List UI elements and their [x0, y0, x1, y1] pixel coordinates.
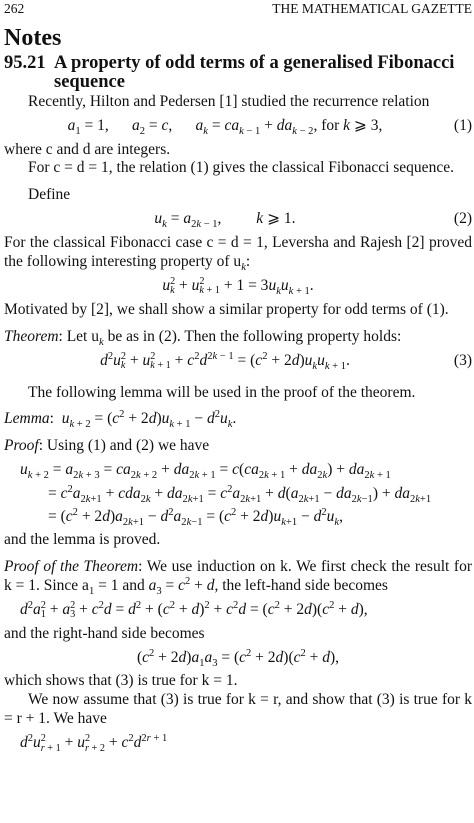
induction-equation: $d^2u$ 2 r + 1 + u 2 r + 2 + $c^2d^{2r + 1}$	[20, 733, 168, 754]
leversha-property: u 2 k + u 2 k + 1 + $1 = 3u_ku_{k + 1}$.	[162, 276, 314, 298]
proof-statement: Proof: Using (1) and (2) we have	[4, 437, 210, 455]
section-heading: Notes	[4, 25, 62, 52]
equation-2: $u_k = a_{2k - 1}$, k ⩾ 1. (2)	[154, 210, 472, 231]
lemma-statement: Lemma: $u_{k + 2} = (c^2 + 2d)u_{k + 1} - d^2u_k$.	[4, 409, 237, 431]
proof-label: Proof	[4, 437, 39, 455]
note-title-text: A property of odd terms of a generalised Fibonacci sequence	[54, 52, 455, 93]
motivated-paragraph: Motivated by [2], we shall show a similar property for odd terms of (1).	[4, 300, 449, 318]
intro-paragraph: Recently, Hilton and Pedersen [1] studied the recurrence relation	[28, 92, 430, 110]
rhs-equation: $(c^2 + 2d)a_1a_3 = (c^2 + 2d)(c^2 + d)$,	[136, 647, 340, 669]
leversha-paragraph: For the classical Fibonacci case c = d = 1, Leversha and Rajesh [2] proved the following interesting property of $u_k$:	[4, 234, 472, 274]
intro-after-paragraph: where c and d are integers.	[4, 140, 171, 158]
equation-3-tag: (3)	[453, 351, 472, 369]
proof-of-theorem-label: Proof of the Theorem	[4, 557, 139, 575]
note-title	[4, 54, 472, 93]
page-number: 262	[4, 1, 25, 16]
shows-paragraph: which shows that (3) is true for k = 1.	[4, 672, 238, 690]
equation-1: $a_1 = 1$, $a_2 = c$, $a_k = ca_{k - 1} + da_{k - 2}$, for k ⩾ 3, (1)	[67, 116, 472, 137]
running-header	[4, 1, 472, 17]
lemma-intro-paragraph: The following lemma will be used in the proof of the theorem.	[28, 383, 416, 401]
proof-of-theorem: Proof of the Theorem: We use induction on k. We first check the result for k = 1. Since $a_1 = 1$ and $a_3 = c^2 + d$, the left-hand side becomes	[4, 557, 472, 597]
lhs-equation: $d^2a$ 2 1 + a 2 3 + $c^2d = d^2 + (c^2 + d)^2 + c^2d = (c^2 + 2d)(c^2 + d)$,	[20, 599, 368, 621]
lemma-label: Lemma	[4, 410, 50, 428]
equation-3: $d^2u$ 2 k + u 2 k + 1 + $c^2d^{2k - 1} = (c^2 + 2d)u_ku_{k + 1}$. (3)	[100, 350, 472, 372]
rhs-paragraph: and the right-hand side becomes	[4, 624, 205, 642]
classical-paragraph: For c = d = 1, the relation (1) gives the classical Fibonacci sequence.	[28, 159, 454, 177]
proof-line-2: = $c^2a_{2k+1} + cda_{2k} + da_{2k+1} = c^2a_{2k+1} + d(a_{2k+1} - da_{2k-1}) + da_{2k+1}$	[48, 484, 432, 506]
theorem-statement: Theorem: Let $u_k$ be as in (2). Then the following property holds:	[4, 327, 402, 348]
journal-title: THE MATHEMATICAL GAZETTE	[272, 1, 472, 16]
equation-2-tag: (2)	[453, 210, 472, 228]
journal-page	[4, 0, 472, 758]
proof-line-1: $u_{k + 2} = a_{2k + 3} = ca_{2k + 2} + da_{2k + 1} = c(ca_{2k + 1} + da_{2k}) + da_{2k + 1}$	[20, 461, 391, 482]
proof-line-3: = $(c^2 + 2d)a_{2k+1} - d^2a_{2k-1} = (c^2 + 2d)u_{k+1} - d^2u_k$,	[48, 506, 343, 529]
note-number: 95.21	[4, 52, 46, 73]
equation-1-tag: (1)	[453, 116, 472, 134]
theorem-label: Theorem	[4, 327, 59, 345]
lemma-proved-paragraph: and the lemma is proved.	[4, 531, 161, 549]
define-paragraph: Define	[28, 186, 71, 204]
assume-paragraph: We now assume that (3) is true for k = r, and show that (3) is true for k = r + 1. We have	[4, 691, 472, 728]
